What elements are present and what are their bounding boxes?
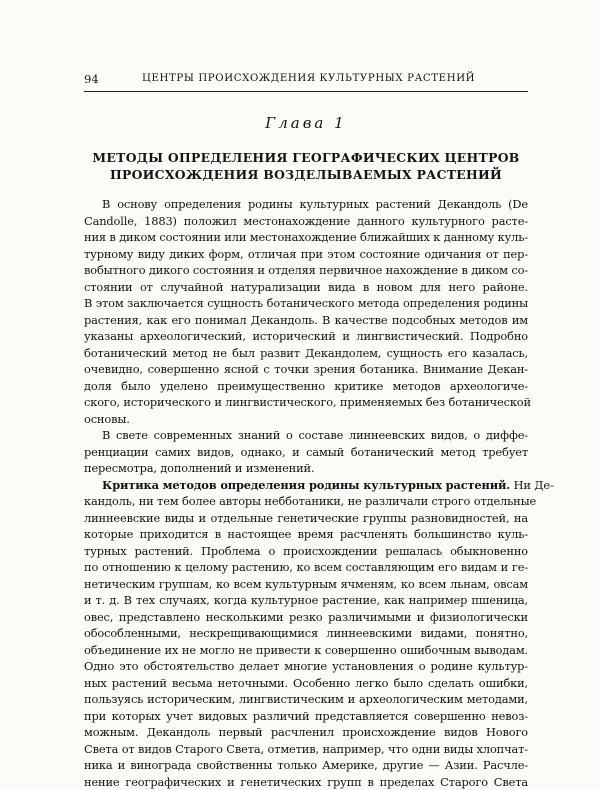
text-line: нение географических и генетических групп в пределах Старого Света <box>84 774 528 790</box>
text-line: пользуясь историческим, лингвистическим и археологическим методами, <box>84 691 528 708</box>
text-line: ботанический метод не был развит Декандолем, сущность его казалась, <box>84 345 528 362</box>
text-line: указаны археологический, исторический и лингвистический. Подробно <box>84 328 528 345</box>
text-line: и т. д. В тех случаях, когда культурное растение, как например пшеница, <box>84 592 528 609</box>
text-line: стоянии от случайной натурализации вида в новом для него районе. <box>84 279 528 296</box>
text-line-with-heading <box>84 477 528 494</box>
text-line: Candolle, 1883) положил местонахождение данного культурного расте- <box>84 213 528 230</box>
text-line: растения, как его понимал Декандоль. В качестве подсобных методов им <box>84 312 528 329</box>
text-line: по отношению к целому растению, ко всем составляющим его видам и ге- <box>84 559 528 576</box>
text-line: ных растений весьма неточными. Особенно легко было сделать ошибки, <box>84 675 528 692</box>
text-line: можным. Декандоль первый расчленил происхождение видов Нового <box>84 724 528 741</box>
chapter-title-line-1: МЕТОДЫ ОПРЕДЕЛЕНИЯ ГЕОГРАФИЧЕСКИХ ЦЕНТРОВ <box>84 149 528 166</box>
text-line: пересмотра, дополнений и изменений. <box>84 460 528 477</box>
page-number: 94 <box>84 72 99 86</box>
text-line: турному виду диких форм, отличая при этом состояние одичания от пер- <box>84 246 528 263</box>
text-line: очевидно, совершенно ясной с точки зрения ботаника. Внимание Декан- <box>84 361 528 378</box>
text-line: которые приходится в настоящее время расчленять большинство куль- <box>84 526 528 543</box>
chapter-title <box>84 149 528 183</box>
text-line: доля было уделено преимущественно критике методов археологиче- <box>84 378 528 395</box>
text-run: Ни Де- <box>510 478 554 492</box>
text-line: обособленными, нескрещивающимися линнеевскими видами, понятно, <box>84 625 528 642</box>
text-line: ского, исторического и лингвистического, применяемых без ботанической <box>84 394 528 411</box>
text-line: В этом заключается сущность ботанического метода определения родины <box>84 295 528 312</box>
text-line: овес, представлено несколькими резко различимыми и физиологически <box>84 609 528 626</box>
text-line: линнеевские виды и отдельные генетические группы разновидностей, на <box>84 510 528 527</box>
text-line: кандоль, ни тем более авторы небботаники, не различали строго отдельные <box>84 493 528 510</box>
text-line: вобытного дикого состояния и отделяя первичное нахождение в диком со- <box>84 262 528 279</box>
body-text <box>84 196 528 790</box>
header-rule <box>84 91 528 92</box>
text-line: Одно это обстоятельство делает многие установления о родине культур- <box>84 658 528 675</box>
text-line: ренциации самих видов, однако, и самый ботанический метод требует <box>84 444 528 461</box>
text-line: Света от видов Старого Света, отметив, например, что одни виды хлопчат- <box>84 741 528 758</box>
text-line: В основу определения родины культурных растений Декандоль (De <box>84 196 528 213</box>
run-in-heading: Критика методов определения родины культурных растений. <box>102 478 510 492</box>
text-line: нетическим группам, ко всем культурным ячменям, ко всем льнам, овсам <box>84 576 528 593</box>
text-line: объединение их не могло не привести к совершенно ошибочным выводам. <box>84 642 528 659</box>
text-line: В свете современных знаний о составе линнеевских видов, о диффе- <box>84 427 528 444</box>
running-title: ЦЕНТРЫ ПРОИСХОЖДЕНИЯ КУЛЬТУРНЫХ РАСТЕНИЙ <box>142 72 475 86</box>
chapter-title-line-2: ПРОИСХОЖДЕНИЯ ВОЗДЕЛЫВАЕМЫХ РАСТЕНИЙ <box>84 166 528 183</box>
text-line: основы. <box>84 411 528 428</box>
text-line: ния в диком состоянии или местонахождение ближайших к данному куль- <box>84 229 528 246</box>
text-line: ника и винограда свойственны только Америке, другие — Азии. Расчле- <box>84 757 528 774</box>
text-line: при которых учет видовых различий представляется совершенно невоз- <box>84 708 528 725</box>
text-line: турных растений. Проблема о происхождении решалась обыкновенно <box>84 543 528 560</box>
chapter-label: Глава 1 <box>84 114 528 132</box>
